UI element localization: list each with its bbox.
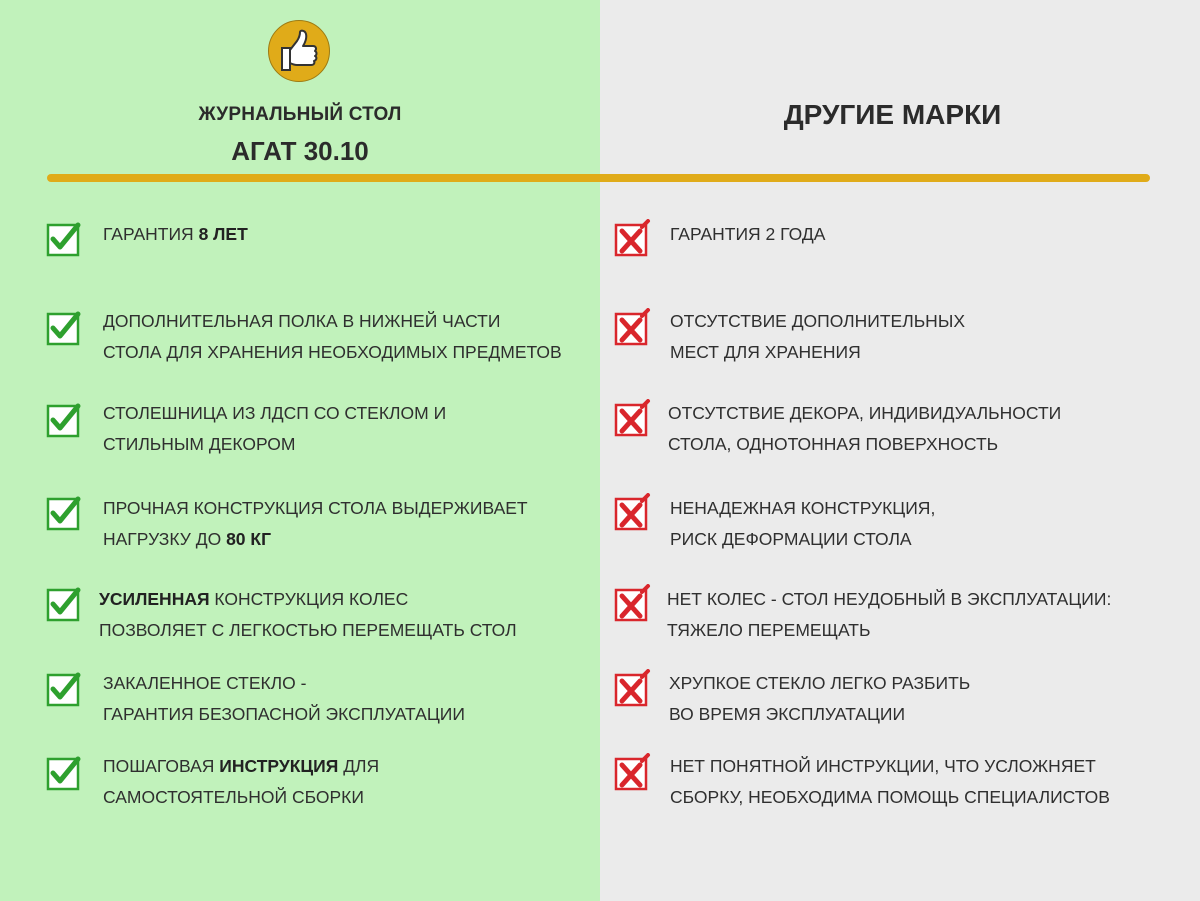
item-text-line2: ГАРАНТИЯ БЕЗОПАСНОЙ ЭКСПЛУАТАЦИИ (103, 704, 465, 724)
item-text-line2: МЕСТ ДЛЯ ХРАНЕНИЯ (670, 342, 861, 362)
item-text: ГАРАНТИЯ 2 ГОДА (670, 224, 826, 244)
item-text: ОТСУТСТВИЕ ДЕКОРА, ИНДИВИДУАЛЬНОСТИ (668, 403, 1062, 423)
item-text: СТОЛЕШНИЦА ИЗ ЛДСП СО СТЕКЛОМ И (103, 403, 447, 423)
item-text-line2: ПОЗВОЛЯЕТ С ЛЕГКОСТЬЮ ПЕРЕМЕЩАТЬ СТОЛ (99, 620, 517, 640)
item-text-line2: СТОЛА ДЛЯ ХРАНЕНИЯ НЕОБХОДИМЫХ ПРЕДМЕТОВ (103, 342, 562, 362)
item-text-line2: РИСК ДЕФОРМАЦИИ СТОЛА (670, 529, 912, 549)
checkbox-check-icon (46, 669, 84, 707)
checkbox-cross-icon (614, 753, 652, 791)
checkbox-check-icon (46, 584, 84, 622)
item-text: КОНСТРУКЦИЯ КОЛЕС (209, 589, 409, 609)
item-text-line2: СТОЛА, ОДНОТОННАЯ ПОВЕРХНОСТЬ (668, 434, 999, 454)
item-text-line2: НАГРУЗКУ ДО (103, 529, 227, 549)
item-text: ХРУПКОЕ СТЕКЛО ЛЕГКО РАЗБИТЬ (669, 673, 971, 693)
checkbox-check-icon (46, 400, 84, 438)
item-text-line2: СБОРКУ, НЕОБХОДИМА ПОМОЩЬ СПЕЦИАЛИСТОВ (670, 787, 1110, 807)
checkbox-check-icon (46, 753, 84, 791)
item-text-line2: ТЯЖЕЛО ПЕРЕМЕЩАТЬ (667, 620, 871, 640)
left-title-line1: ЖУРНАЛЬНЫЙ СТОЛ (198, 104, 402, 125)
checkbox-check-icon (46, 308, 84, 346)
checkbox-check-icon (46, 219, 84, 257)
checkbox-cross-icon (614, 399, 652, 437)
item-text-bold: 80 КГ (226, 529, 272, 549)
item-text: ДЛЯ (338, 756, 380, 776)
checkbox-cross-icon (614, 584, 652, 622)
item-text: ОТСУТСТВИЕ ДОПОЛНИТЕЛЬНЫХ (670, 311, 965, 331)
item-text-line2: САМОСТОЯТЕЛЬНОЙ СБОРКИ (103, 787, 364, 807)
item-text: ПРОЧНАЯ КОНСТРУКЦИЯ СТОЛА ВЫДЕРЖИВАЕТ (103, 498, 528, 518)
checkbox-cross-icon (614, 669, 652, 707)
item-text: НЕТ ПОНЯТНОЙ ИНСТРУКЦИИ, ЧТО УСЛОЖНЯЕТ (670, 756, 1096, 776)
item-text: ЗАКАЛЕННОЕ СТЕКЛО - (103, 673, 307, 693)
checkbox-cross-icon (614, 308, 652, 346)
item-text: ДОПОЛНИТЕЛЬНАЯ ПОЛКА В НИЖНЕЙ ЧАСТИ (103, 311, 501, 331)
item-text-line2: ВО ВРЕМЯ ЭКСПЛУАТАЦИИ (669, 704, 906, 724)
item-text: ГАРАНТИЯ (103, 224, 199, 244)
item-text: НЕНАДЕЖНАЯ КОНСТРУКЦИЯ, (670, 498, 936, 518)
item-text-bold: 8 ЛЕТ (198, 224, 248, 244)
item-text-line2: СТИЛЬНЫМ ДЕКОРОМ (103, 434, 296, 454)
item-text-bold: УСИЛЕННАЯ (99, 589, 210, 609)
thumbs-up-icon (268, 20, 330, 82)
checkbox-check-icon (46, 493, 84, 531)
header-divider (47, 174, 1150, 182)
left-title-line2: АГАТ 30.10 (231, 136, 369, 166)
item-text-bold: ИНСТРУКЦИЯ (219, 756, 339, 776)
item-text: НЕТ КОЛЕС - СТОЛ НЕУДОБНЫЙ В ЭКСПЛУАТАЦИИ: (667, 589, 1112, 609)
checkbox-cross-icon (614, 219, 652, 257)
item-text: ПОШАГОВАЯ (103, 756, 220, 776)
right-title: ДРУГИЕ МАРКИ (783, 99, 1002, 130)
checkbox-cross-icon (614, 493, 652, 531)
